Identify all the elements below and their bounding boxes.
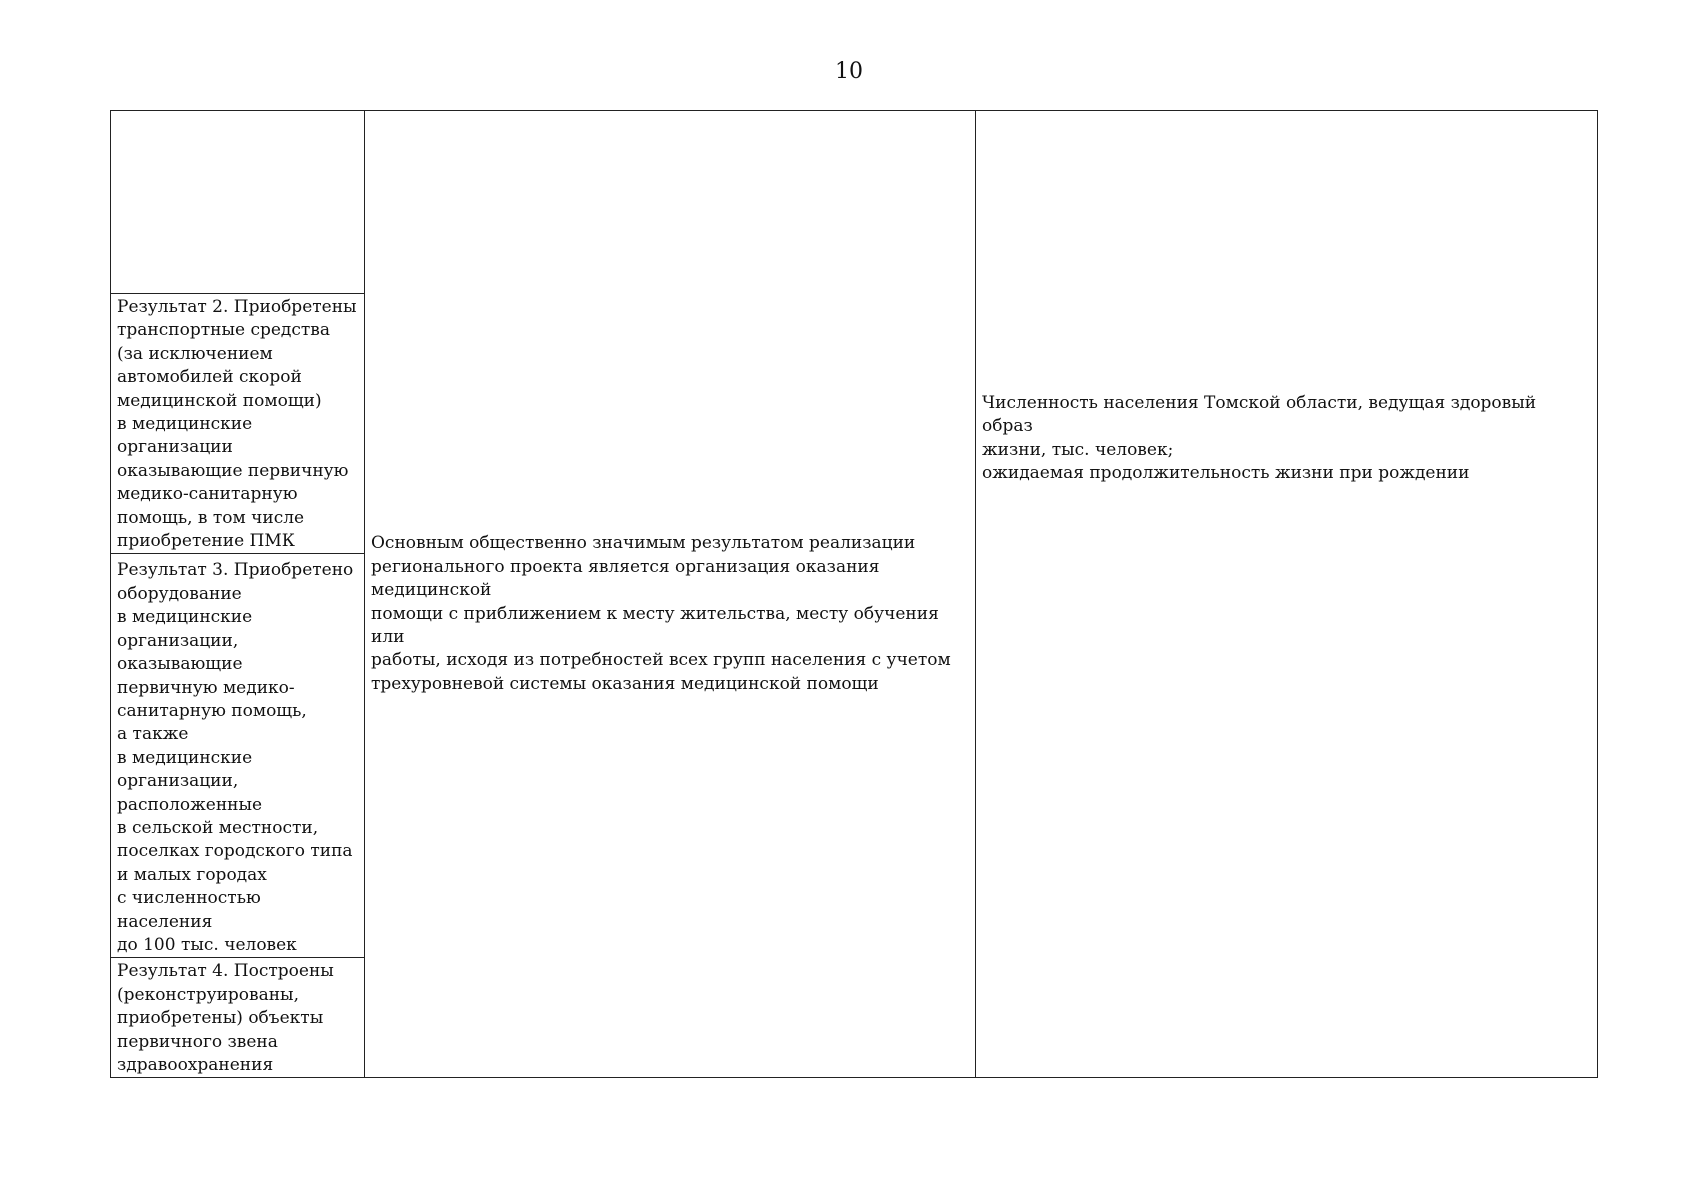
empty-cell xyxy=(111,111,365,294)
result-cell xyxy=(111,294,365,554)
table-row xyxy=(111,111,1598,294)
result-3-text: Результат 3. Приобретено оборудование в медицинские организации, оказывающие первичную медико- санитарную помощь, а также в медицинские организации, расположенные в сельской местности, поселках городского типа и малых городах с численностью населения до 100 тыс. человек xyxy=(117,560,354,955)
social-result-text: Основным общественно значимым результатом реализации регионального проекта является организация оказания медицинской помощи с приближением к месту жительства, месту обучения или работы, исходя из потребностей всех групп населения с учетом трехуровневой системы оказания медицинской помощи xyxy=(371,533,951,694)
result-4-text: Результат 4. Построены (реконструированы, приобретены) объекты первичного звена здравоохранения xyxy=(117,961,334,1075)
indicators-text: Численность населения Томской области, ведущая здоровый образ жизни, тыс. человек; ожидаемая продолжительность жизни при рождении xyxy=(982,393,1537,484)
result-cell xyxy=(111,958,365,1078)
page-number: 10 xyxy=(835,59,863,84)
result-2-text: Результат 2. Приобретены транспортные средства (за исключением автомобилей скорой медицинской помощи) в медицинские организации оказывающие первичную медико-санитарную помощь, в том числе приобретение ПМК xyxy=(117,297,357,552)
result-cell xyxy=(111,554,365,958)
results-table xyxy=(110,110,1598,1078)
social-result-cell xyxy=(365,111,976,1078)
indicators-cell xyxy=(976,111,1598,1078)
